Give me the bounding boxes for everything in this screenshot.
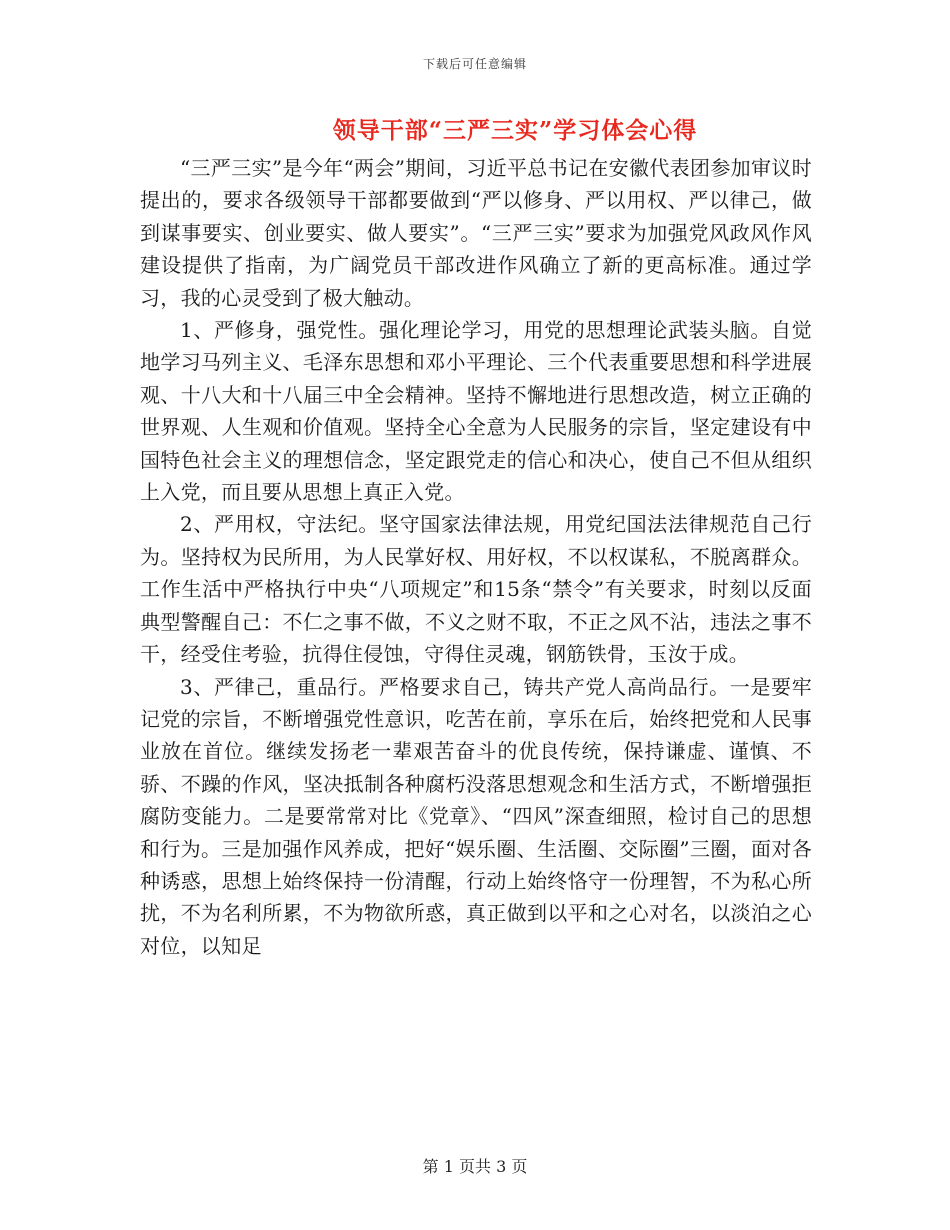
- paragraph-intro: “三严三实”是今年“两会”期间，习近平总书记在安徽代表团参加审议时提出的，要求各级领导干部都要做到“严以修身、严以用权、严以律己，做到谋事要实、创业要实、做人要实”。“三严三实”要求为加强党风政风作风建设提供了指南，为广阔党员干部改进作风确立了新的更高标准。通过学习，我的心灵受到了极大触动。: [140, 156, 812, 310]
- document-body: [140, 152, 812, 962]
- paragraph-point-3: 3、严律己，重品行。严格要求自己，铸共产党人高尚品行。一是要牢记党的宗旨，不断增强党性意识，吃苦在前，享乐在后，始终把党和人民事业放在首位。继续发扬老一辈艰苦奋斗的优良传统，保持谦虚、谨慎、不骄、不躁的作风，坚决抵制各种腐朽没落思想观念和生活方式，不断增强拒腐防变能力。二是要常常对比《党章》、“四风”深查细照，检讨自己的思想和行为。三是加强作风养成，把好“娱乐圈、生活圈、交际圈”三圈，面对各种诱惑，思想上始终保持一份清醒，行动上始终恪守一份理智，不为私心所扰，不为名利所累，不为物欲所惑，真正做到以平和之心对名，以淡泊之心对位，以知足: [140, 674, 812, 958]
- header-note: 下载后可任意编辑: [422, 57, 527, 71]
- paragraph-point-1: 1、严修身，强党性。强化理论学习，用党的思想理论武装头脑。自觉地学习马列主义、毛泽东思想和邓小平理论、三个代表重要思想和科学进展观、十八大和十八届三中全会精神。坚持不懈地进行思想改造，树立正确的世界观、人生观和价值观。坚持全心全意为人民服务的宗旨，坚定建设有中国特色社会主义的理想信念，坚定跟党走的信心和决心，使自己不但从组织上入党，而且要从思想上真正入党。: [140, 318, 812, 505]
- paragraph-point-2: 2、严用权，守法纪。坚守国家法律法规，用党纪国法法律规范自己行为。坚持权为民所用，为人民掌好权、用好权，不以权谋私，不脱离群众。工作生活中严格执行中央“八项规定”和15条“禁令”有关要求，时刻以反面典型警醒自己：不仁之事不做，不义之财不取，不正之风不沾，违法之事不干，经受住考验，抗得住侵蚀，守得住灵魂，钢筋铁骨，玉汝于成。: [140, 512, 812, 667]
- page-number: 第 1 页共 3 页: [422, 1157, 528, 1176]
- document-title: 领导干部“三严三实”学习体会心得: [332, 117, 698, 144]
